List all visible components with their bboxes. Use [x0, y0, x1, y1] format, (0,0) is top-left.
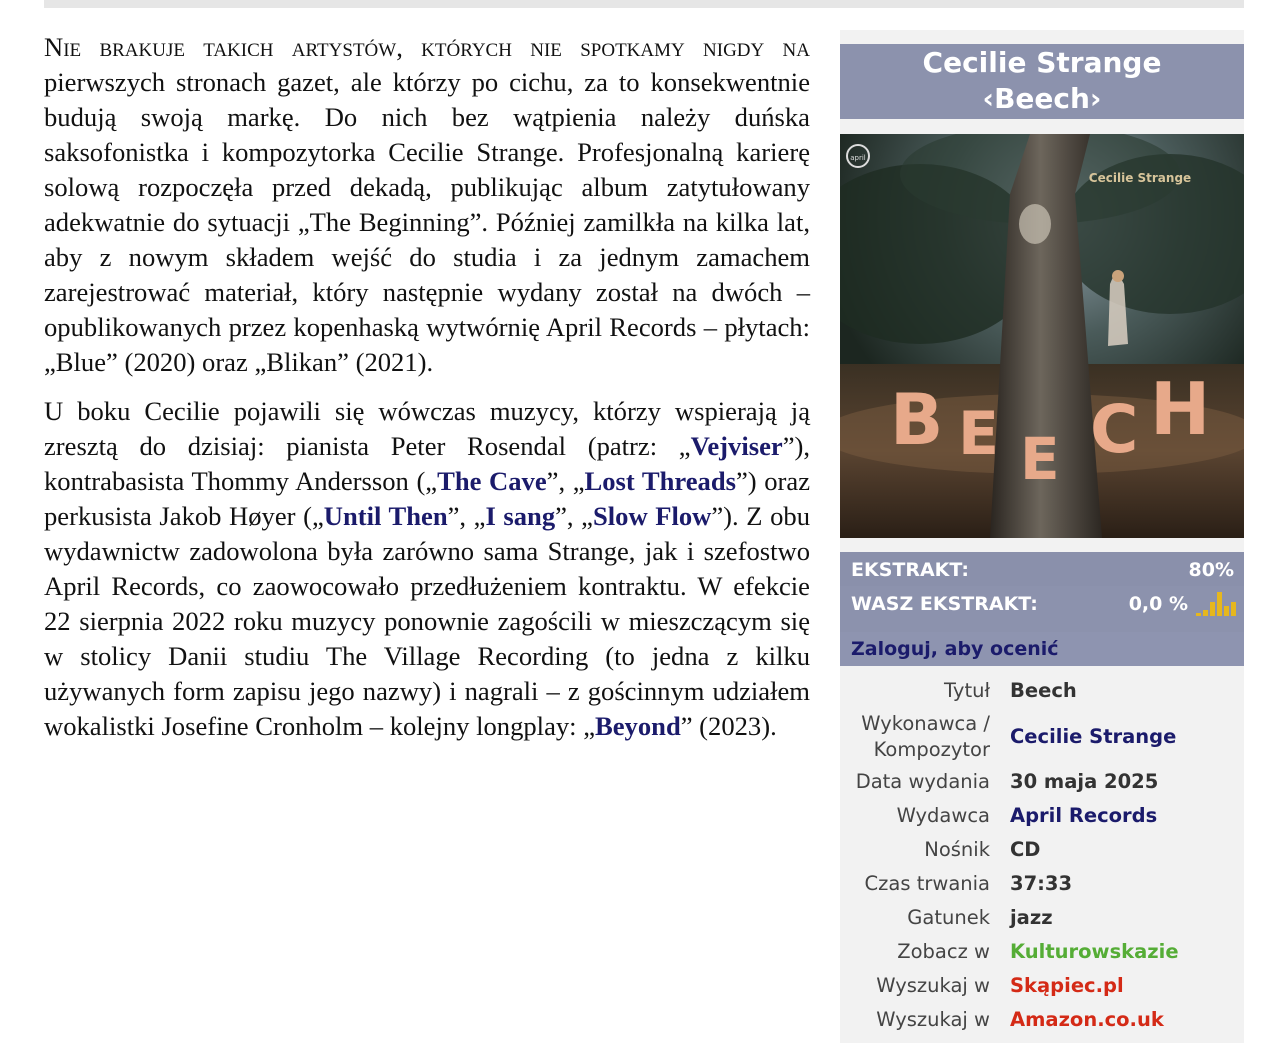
info-value-link[interactable]: Cecilie Strange	[1010, 725, 1177, 748]
text-fragment: ”) oraz perkusista Jakob Høyer („	[44, 466, 811, 531]
info-label: Wyszukaj w	[876, 1008, 990, 1031]
kulturowskaz-link[interactable]: Kulturowskazie	[1010, 940, 1179, 963]
rating-bars-icon[interactable]	[1196, 592, 1236, 616]
album-name: ‹Beech›	[982, 82, 1102, 115]
paragraph-1	[44, 30, 810, 380]
info-label: Gatunek	[907, 906, 990, 929]
link-vejviser[interactable]: Vejviser	[690, 431, 783, 461]
info-row-genre	[840, 905, 1244, 939]
info-label: Wydawca	[896, 804, 990, 827]
article-text	[44, 30, 810, 744]
info-value: 37:33	[1010, 872, 1073, 895]
text-fragment: ”, „	[447, 501, 486, 531]
skapiec-link[interactable]: Skąpiec.pl	[1010, 974, 1124, 997]
cover-letter-h: H	[1150, 367, 1211, 451]
album-sidebar	[840, 30, 1244, 1043]
info-value: 30 maja 2025	[1010, 770, 1159, 793]
info-label: Wykonawca / Kompozytor	[861, 712, 990, 761]
info-row-medium	[840, 837, 1244, 871]
text-fragment: ”), kontrabasista Thommy Andersson („	[44, 431, 810, 496]
text-fragment: ”, „	[546, 466, 585, 496]
artist-name: Cecilie Strange	[922, 46, 1162, 79]
paragraph-2	[44, 394, 810, 744]
top-bar	[44, 0, 1244, 8]
info-value: Beech	[1010, 679, 1077, 702]
paragraph-1-text: pierwszych stronach gazet, ale którzy po cichu, za to konsekwentnie budują swoją markę. Do nich bez wątpienia należy duńska saksofonistka i kompozytorka Cecilie Strange. Profesjonalną karierę solową rozpoczęła przed dekadą, publikując album zatytułowany adekwatnie do sytuacji „The Beginning”. Później zamilkła na kilka lat, aby z nowym składem wejść do studia i za jednym zamachem zarejestrować materiał, który następnie wydany został na dwóch – opublikowanych przez kopenhaską wytwórnię April Records – płytach: „Blue” (2020) oraz „Blikan” (2021).	[44, 67, 810, 377]
info-value-link[interactable]: April Records	[1010, 804, 1158, 827]
login-to-rate-link[interactable]: Zaloguj, aby ocenić	[851, 638, 1059, 660]
cover-letter-e1: E	[958, 399, 999, 469]
svg-text:april: april	[850, 154, 866, 162]
text-fragment: ” (2023).	[680, 711, 777, 741]
amazon-link[interactable]: Amazon.co.uk	[1010, 1008, 1164, 1031]
cover-letter-c: C	[1090, 391, 1139, 468]
link-the-cave[interactable]: The Cave	[437, 466, 547, 496]
cover-letter-e2: E	[1020, 425, 1060, 493]
info-row-publisher	[840, 803, 1244, 837]
info-label: Nośnik	[924, 838, 990, 861]
info-label: Tytuł	[944, 679, 990, 702]
info-row-date	[840, 769, 1244, 803]
ekstrakt-row	[840, 552, 1244, 586]
info-value: CD	[1010, 838, 1041, 861]
info-row-see-in	[840, 939, 1244, 973]
link-beyond[interactable]: Beyond	[595, 711, 681, 741]
info-row-search-amazon	[840, 1007, 1244, 1041]
info-value: jazz	[1010, 906, 1053, 929]
album-info-table	[840, 675, 1244, 1041]
album-cover[interactable]	[840, 134, 1244, 538]
text-fragment: ”, „	[555, 501, 593, 531]
info-row-artist	[840, 709, 1244, 769]
user-ekstrakt-value: 0,0 %	[1128, 593, 1188, 615]
link-until-then[interactable]: Until Then	[323, 501, 448, 531]
user-ekstrakt-label: WASZ EKSTRAKT:	[851, 593, 1038, 615]
info-row-title	[840, 675, 1244, 709]
lead-smallcaps: Nie brakuje takich artystów, których nie spotkamy nigdy na	[44, 32, 810, 62]
text-fragment: ”). Z obu wydawnictw zadowolona była zarówno sama Strange, jak i szefostwo April Records, co zaowocowało przedłużeniem kontraktu. W efekcie 22 sierpnia 2022 roku muzycy ponownie zagościli w mieszczącym się w stolicy Danii studiu The Village Recording (to jedna z kilku używanych form zapisu jego nazwy) i nagrali – z gościnnym udziałem wokalistki Josefine Cronholm – kolejny longplay: „	[44, 501, 810, 741]
album-title-box	[840, 44, 1244, 119]
info-label: Data wydania	[855, 770, 990, 793]
cover-letter-b: B	[890, 379, 944, 461]
link-i-sang[interactable]: I sang	[485, 501, 556, 531]
ekstrakt-label: EKSTRAKT:	[851, 559, 969, 581]
cover-artist-text: Cecilie Strange	[1088, 171, 1192, 185]
link-lost-threads[interactable]: Lost Threads	[584, 466, 736, 496]
text-fragment: U boku Cecilie pojawili się wówczas muzycy, którzy wspierają ją zresztą do dzisiaj: pianista Peter Rosendal (patrz: „	[44, 396, 810, 461]
info-label: Wyszukaj w	[876, 974, 990, 997]
ekstrakt-box	[840, 552, 1244, 666]
album-cover-art	[840, 134, 1244, 538]
login-to-rate[interactable]	[840, 632, 1244, 666]
info-row-duration	[840, 871, 1244, 905]
info-label: Czas trwania	[864, 872, 990, 895]
link-slow-flow[interactable]: Slow Flow	[592, 501, 712, 531]
info-row-search-skapiec	[840, 973, 1244, 1007]
ekstrakt-value: 80%	[1188, 559, 1234, 581]
info-label: Zobacz w	[897, 940, 990, 963]
